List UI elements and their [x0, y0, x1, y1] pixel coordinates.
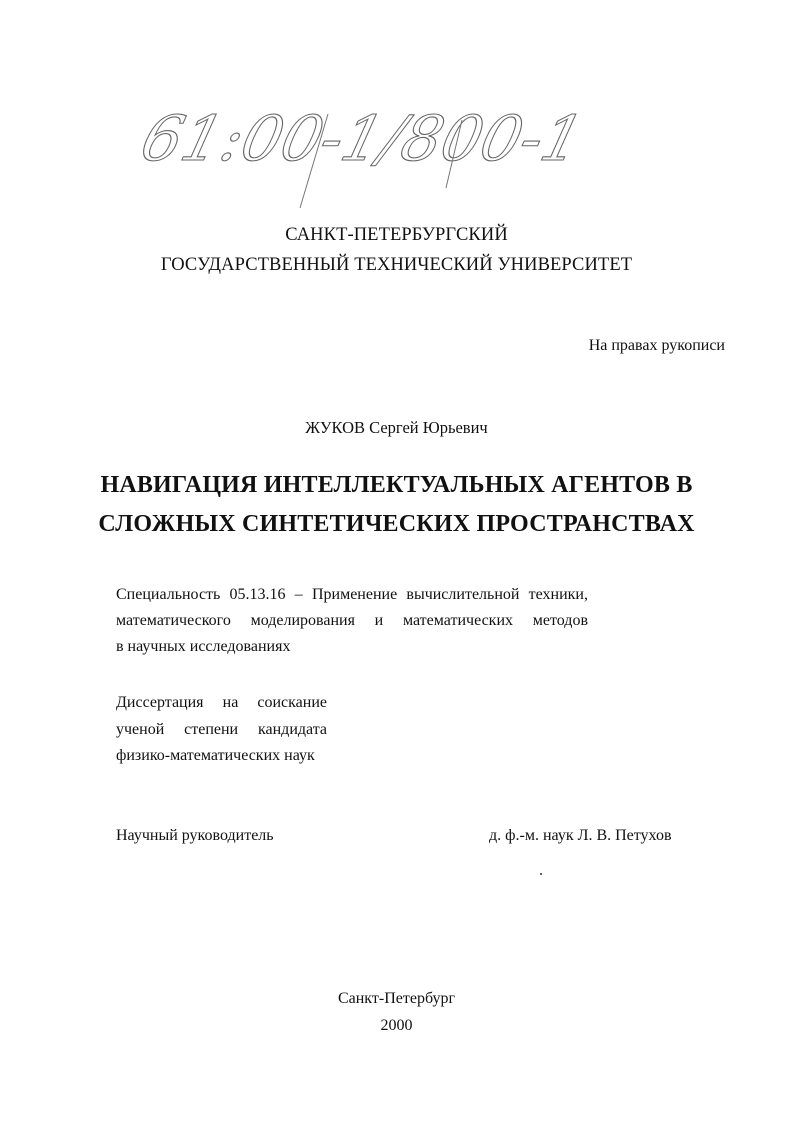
- thesis-title-line2: СЛОЖНЫХ СИНТЕТИЧЕСКИХ ПРОСТРАНСТВАХ: [98, 511, 695, 537]
- supervisor-name: д. ф.-м. наук Л. В. Петухов: [489, 827, 672, 844]
- scan-speck: [540, 873, 542, 875]
- specialty-block: [116, 582, 588, 660]
- specialty-line1: Специальность 05.13.16 – Применение вычислительной техники,: [116, 586, 588, 603]
- thesis-title-line1: НАВИГАЦИЯ ИНТЕЛЛЕКТУАЛЬНЫХ АГЕНТОВ В: [100, 472, 693, 498]
- archive-mark-handwritten: [134, 88, 591, 213]
- archive-mark-text: 61:00-1/800-1: [134, 102, 591, 175]
- dissertation-line1: Диссертация на соискание: [116, 694, 327, 711]
- dissertation-line3: физико-математических наук: [116, 747, 315, 764]
- specialty-line2: математического моделирования и математических методов: [116, 612, 588, 629]
- author-name: ЖУКОВ Сергей Юрьевич: [305, 418, 488, 437]
- university-name-line2: ГОСУДАРСТВЕННЫЙ ТЕХНИЧЕСКИЙ УНИВЕРСИТЕТ: [160, 255, 633, 275]
- publication-year: 2000: [380, 1017, 413, 1034]
- rights-note: На правах рукописи: [588, 337, 725, 354]
- university-name-line1: САНКТ-ПЕТЕРБУРГСКИЙ: [285, 225, 508, 245]
- specialty-line3: в научных исследованиях: [116, 638, 291, 655]
- place-of-publication: Санкт-Петербург: [337, 990, 456, 1007]
- dissertation-line2: ученой степени кандидата: [116, 720, 327, 738]
- dissertation-block: [116, 690, 327, 770]
- supervisor-role: Научный руководитель: [116, 827, 274, 844]
